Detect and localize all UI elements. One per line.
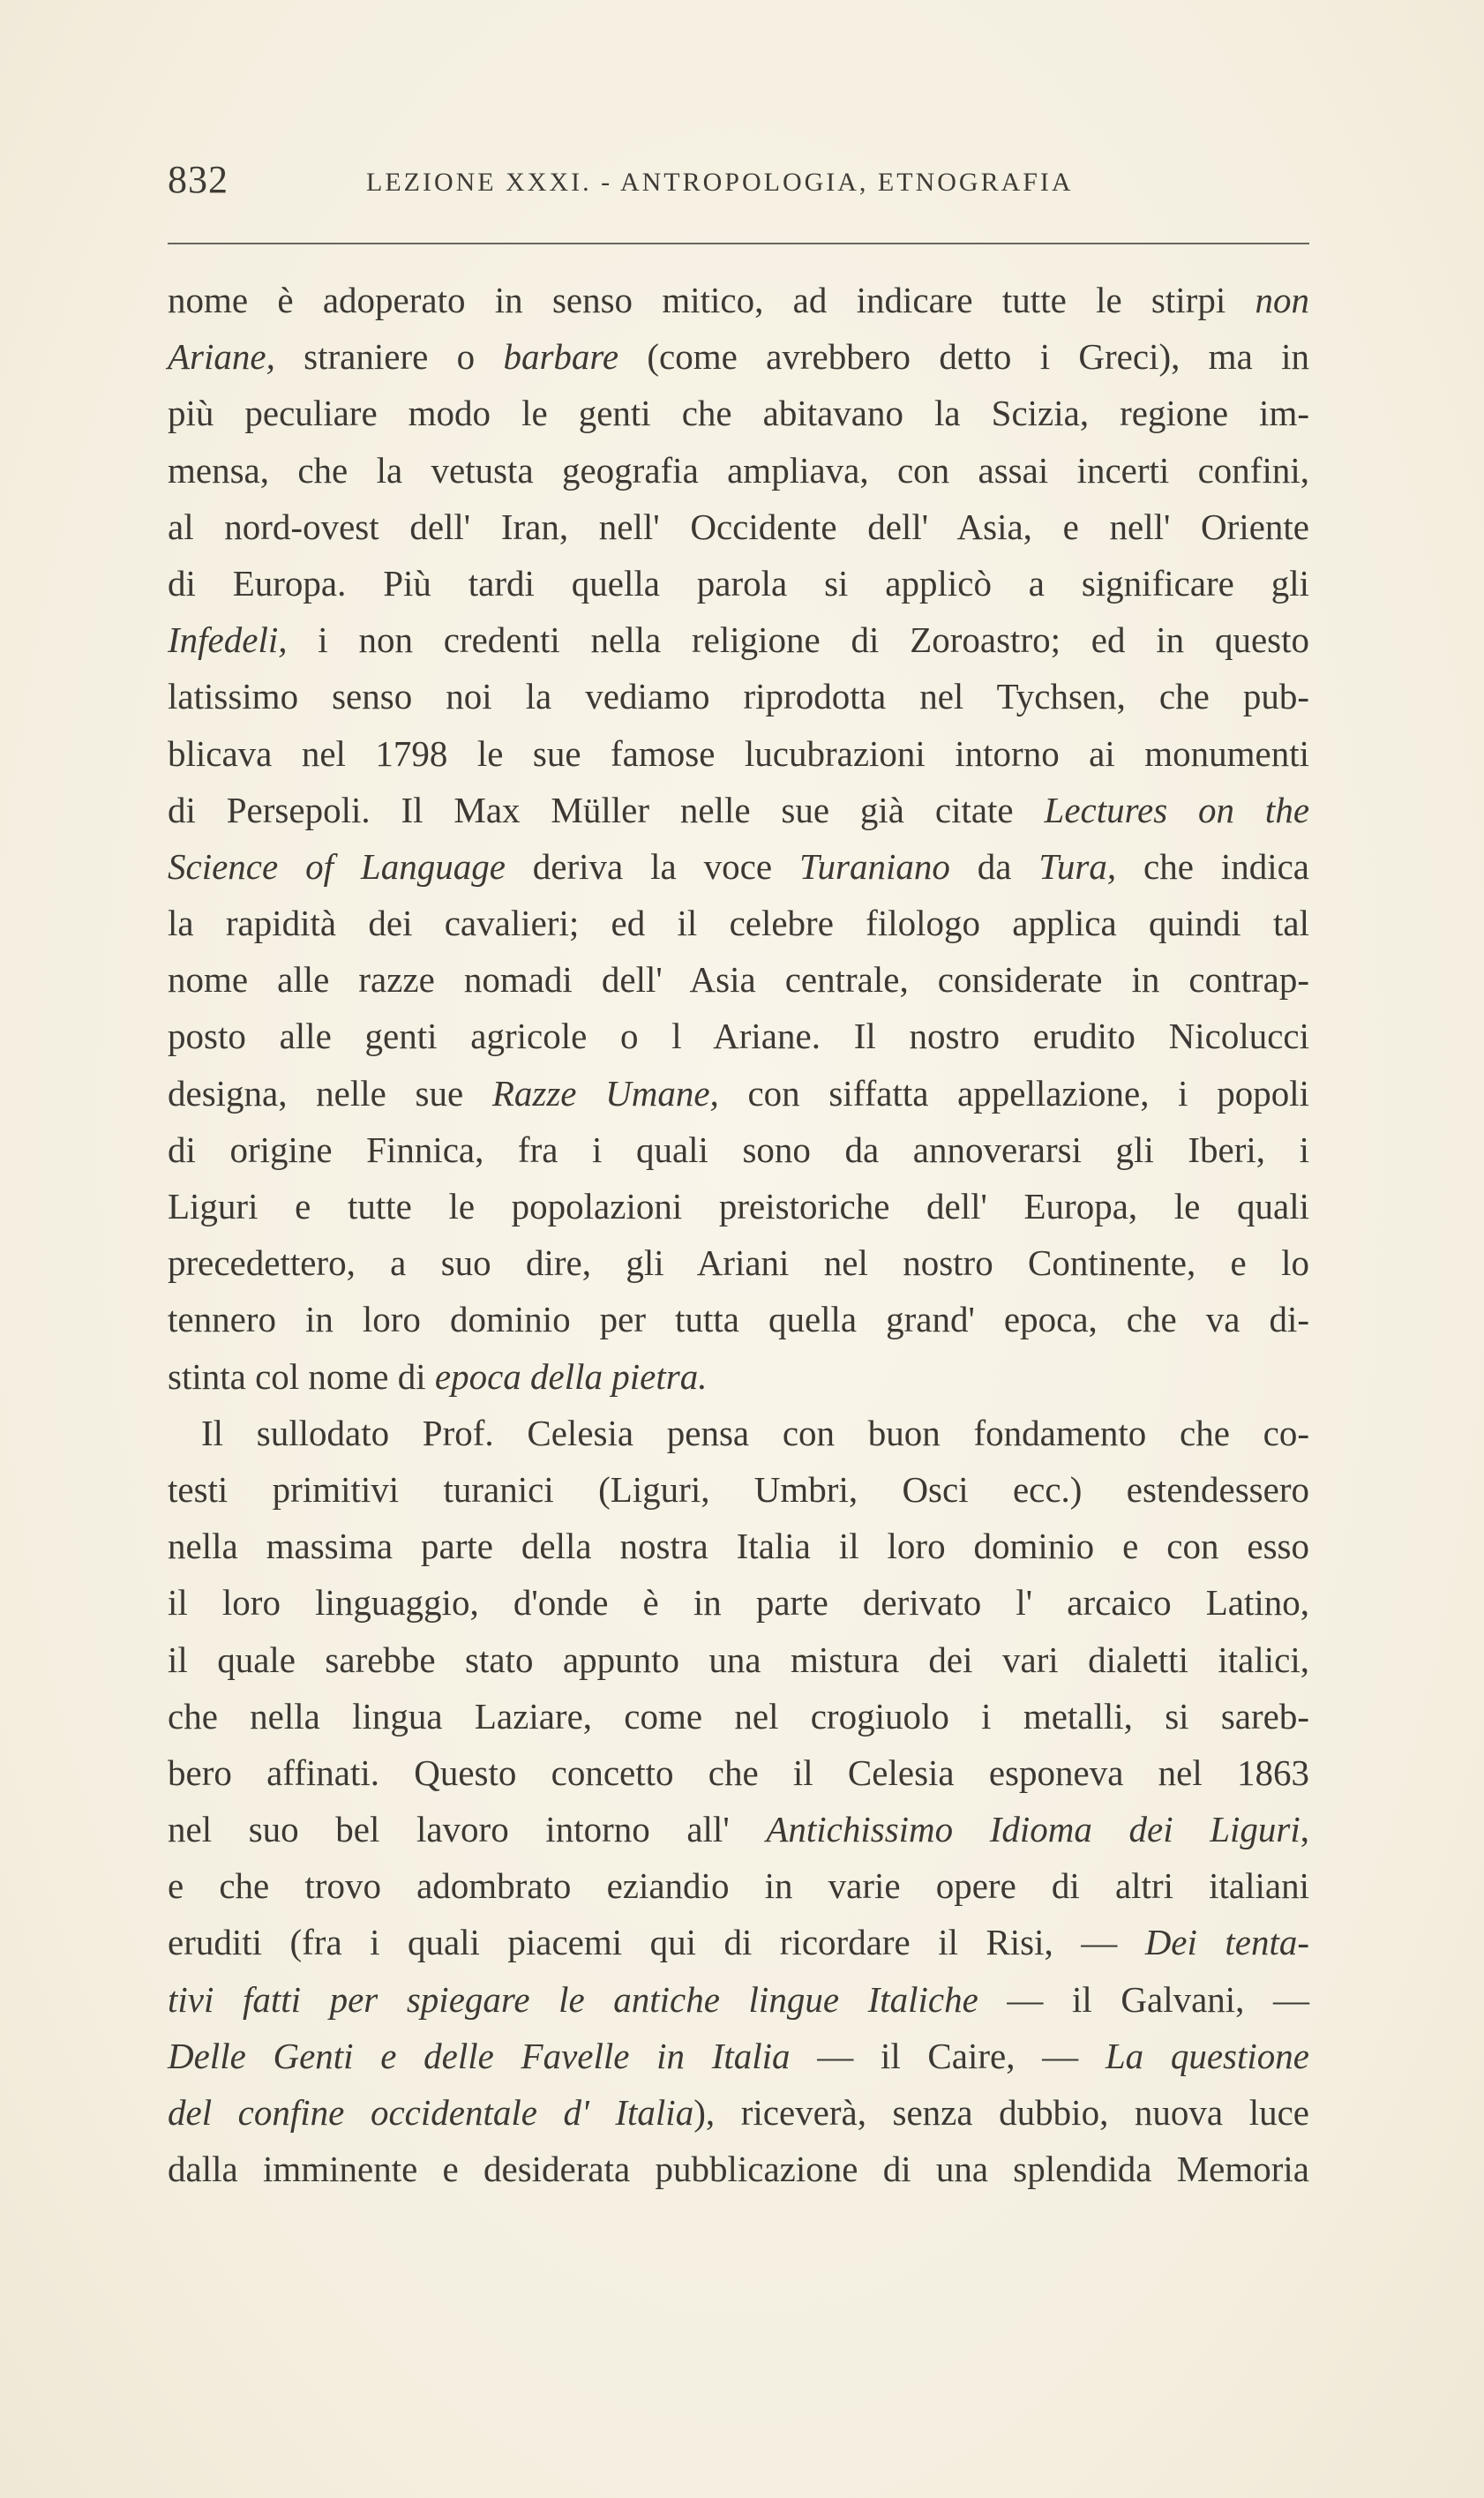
text-line xyxy=(168,1405,1309,1461)
text-segment: nel suo bel lavoro intorno all' xyxy=(168,1809,767,1850)
text-line xyxy=(168,499,1309,555)
text-segment: stinta col nome di xyxy=(168,1355,435,1397)
text-line xyxy=(168,1348,1309,1405)
text-line xyxy=(168,1178,1309,1234)
italic-text: Turaniano xyxy=(798,845,950,887)
italic-text: Science of Language xyxy=(168,845,506,887)
text-line xyxy=(168,1801,1309,1857)
text-segment: (come avrebbero detto i Greci), ma in xyxy=(618,336,1309,378)
text-line xyxy=(168,555,1309,611)
text-segment: nome è adoperato in senso mitico, ad indicare tutte le stirpi xyxy=(168,280,1255,320)
text-line xyxy=(168,385,1309,441)
italic-text: Tura, xyxy=(1038,845,1117,887)
text-segment: designa, nelle sue xyxy=(168,1072,492,1114)
text-line xyxy=(168,1688,1309,1744)
text-segment: di Persepoli. Il Max Müller nelle sue già citate xyxy=(168,789,1045,830)
text-segment: precedettero, a suo dire, gli Ariani nel nostro Continente, e lo xyxy=(168,1242,1309,1284)
text-segment: mensa, che la vetusta geografia ampliava, con assai incerti confini, xyxy=(168,449,1309,491)
text-segment: dalla imminente e desiderata pubblicazione di una splendida Memoria xyxy=(168,2149,1309,2190)
text-line xyxy=(168,2084,1309,2141)
page-header xyxy=(168,157,1315,210)
text-segment: il quale sarebbe stato appunto una mistura dei vari dialetti italici, xyxy=(168,1639,1309,1680)
text-line xyxy=(168,272,1309,328)
text-line xyxy=(168,1971,1309,2028)
text-segment: — il Caire, — xyxy=(790,2035,1106,2076)
body-text xyxy=(168,272,1309,2197)
text-line xyxy=(168,2141,1309,2197)
text-line xyxy=(168,1574,1309,1631)
text-segment: e che trovo adombrato eziandio in varie opere di altri italiani xyxy=(168,1865,1309,1907)
text-line xyxy=(168,1744,1309,1801)
text-segment: blicava nel 1798 le sue famose lucubrazioni intorno ai monumenti xyxy=(168,732,1309,774)
italic-text: Infedeli, xyxy=(168,619,288,661)
text-segment: nella massima parte della nostra Italia il loro dominio e con esso xyxy=(168,1526,1309,1567)
text-line xyxy=(168,2028,1309,2084)
text-line xyxy=(168,838,1309,895)
italic-text: Razze Umane, xyxy=(491,1072,719,1114)
text-segment: che indica xyxy=(1116,845,1309,887)
text-segment: tennero in loro dominio per tutta quella grand' epoca, che va di- xyxy=(168,1299,1309,1340)
text-segment: con siffatta appellazione, i popoli xyxy=(718,1072,1310,1114)
text-segment: — il Galvani, — xyxy=(978,1978,1310,2020)
header-rule xyxy=(168,243,1309,244)
text-line xyxy=(168,611,1309,668)
text-segment: che nella lingua Laziare, come nel crogiuolo i metalli, si sareb- xyxy=(168,1695,1309,1737)
text-segment: di Europa. Più tardi quella parola si applicò a significare gli xyxy=(168,562,1309,604)
text-segment: il loro linguaggio, d'onde è in parte derivato l' arcaico Latino, xyxy=(168,1582,1309,1624)
text-segment: straniere o xyxy=(274,336,504,378)
text-segment: deriva la voce xyxy=(505,845,799,887)
text-segment: eruditi (fra i quali piacemi qui di ricordare il Risi, — xyxy=(168,1922,1145,1963)
text-segment: posto alle genti agricole o l Ariane. Il nostro erudito Nicolucci xyxy=(168,1016,1309,1057)
italic-text: non xyxy=(1255,280,1309,320)
text-line xyxy=(168,1857,1309,1914)
italic-text: La questione xyxy=(1105,2035,1309,2076)
text-line xyxy=(168,895,1309,951)
text-segment: testi primitivi turanici (Liguri, Umbri, Osci ecc.) estendessero xyxy=(168,1468,1309,1510)
italic-text: Antichissimo Idioma dei Liguri xyxy=(766,1809,1300,1850)
text-segment: al nord-ovest dell' Iran, nell' Occidente dell' Asia, e nell' Oriente xyxy=(168,506,1309,547)
text-line xyxy=(168,782,1309,838)
italic-text: Lectures on the xyxy=(1044,789,1310,830)
text-segment: latissimo senso noi la vediamo riprodotta nel Tychsen, che pub- xyxy=(168,676,1309,717)
text-line xyxy=(168,1008,1309,1064)
text-line xyxy=(168,1632,1309,1688)
text-segment: Liguri e tutte le popolazioni preistoriche dell' Europa, le quali xyxy=(168,1186,1309,1226)
text-line xyxy=(168,1461,1309,1518)
text-line xyxy=(168,1065,1309,1121)
italic-text: Dei tenta- xyxy=(1144,1922,1309,1963)
italic-text: del confine occidentale d' Italia xyxy=(168,2092,694,2133)
text-line xyxy=(168,1121,1309,1178)
text-line xyxy=(168,725,1309,782)
text-line xyxy=(168,951,1309,1008)
text-line xyxy=(168,442,1309,499)
text-line xyxy=(168,328,1309,385)
text-line xyxy=(168,668,1309,724)
text-line xyxy=(168,1291,1309,1347)
text-line xyxy=(168,1518,1309,1574)
text-segment: la rapidità dei cavalieri; ed il celebre filologo applica quindi tal xyxy=(168,903,1309,944)
text-segment: , xyxy=(1300,1809,1310,1850)
text-segment: i non credenti nella religione di Zoroastro; ed in questo xyxy=(287,619,1309,661)
italic-text: tivi fatti per spiegare le antiche lingue Italiche xyxy=(168,1978,978,2020)
text-line xyxy=(168,1914,1309,1970)
text-segment: ), riceverà, senza dubbio, nuova luce xyxy=(693,2092,1309,2133)
text-segment: bero affinati. Questo concetto che il Celesia esponeva nel 1863 xyxy=(168,1752,1309,1793)
italic-text: epoca della pietra. xyxy=(434,1355,708,1397)
running-head: LEZIONE XXXI. - ANTROPOLOGIA, ETNOGRAFIA xyxy=(366,168,1074,197)
text-segment: da xyxy=(949,845,1039,887)
text-segment: nome alle razze nomadi dell' Asia centrale, considerate in contrap- xyxy=(168,959,1309,1001)
italic-text: Delle Genti e delle Favelle in Italia xyxy=(168,2035,791,2076)
page-number: 832 xyxy=(168,158,229,201)
italic-text: barbare xyxy=(503,336,619,378)
text-segment: Il sullodato Prof. Celesia pensa con buon fondamento che co- xyxy=(201,1412,1309,1453)
text-segment: più peculiare modo le genti che abitavano la Scizia, regione im- xyxy=(168,393,1309,434)
text-segment: di origine Finnica, fra i quali sono da annoverarsi gli Iberi, i xyxy=(168,1129,1309,1170)
text-line xyxy=(168,1234,1309,1291)
italic-text: Ariane, xyxy=(168,336,275,378)
